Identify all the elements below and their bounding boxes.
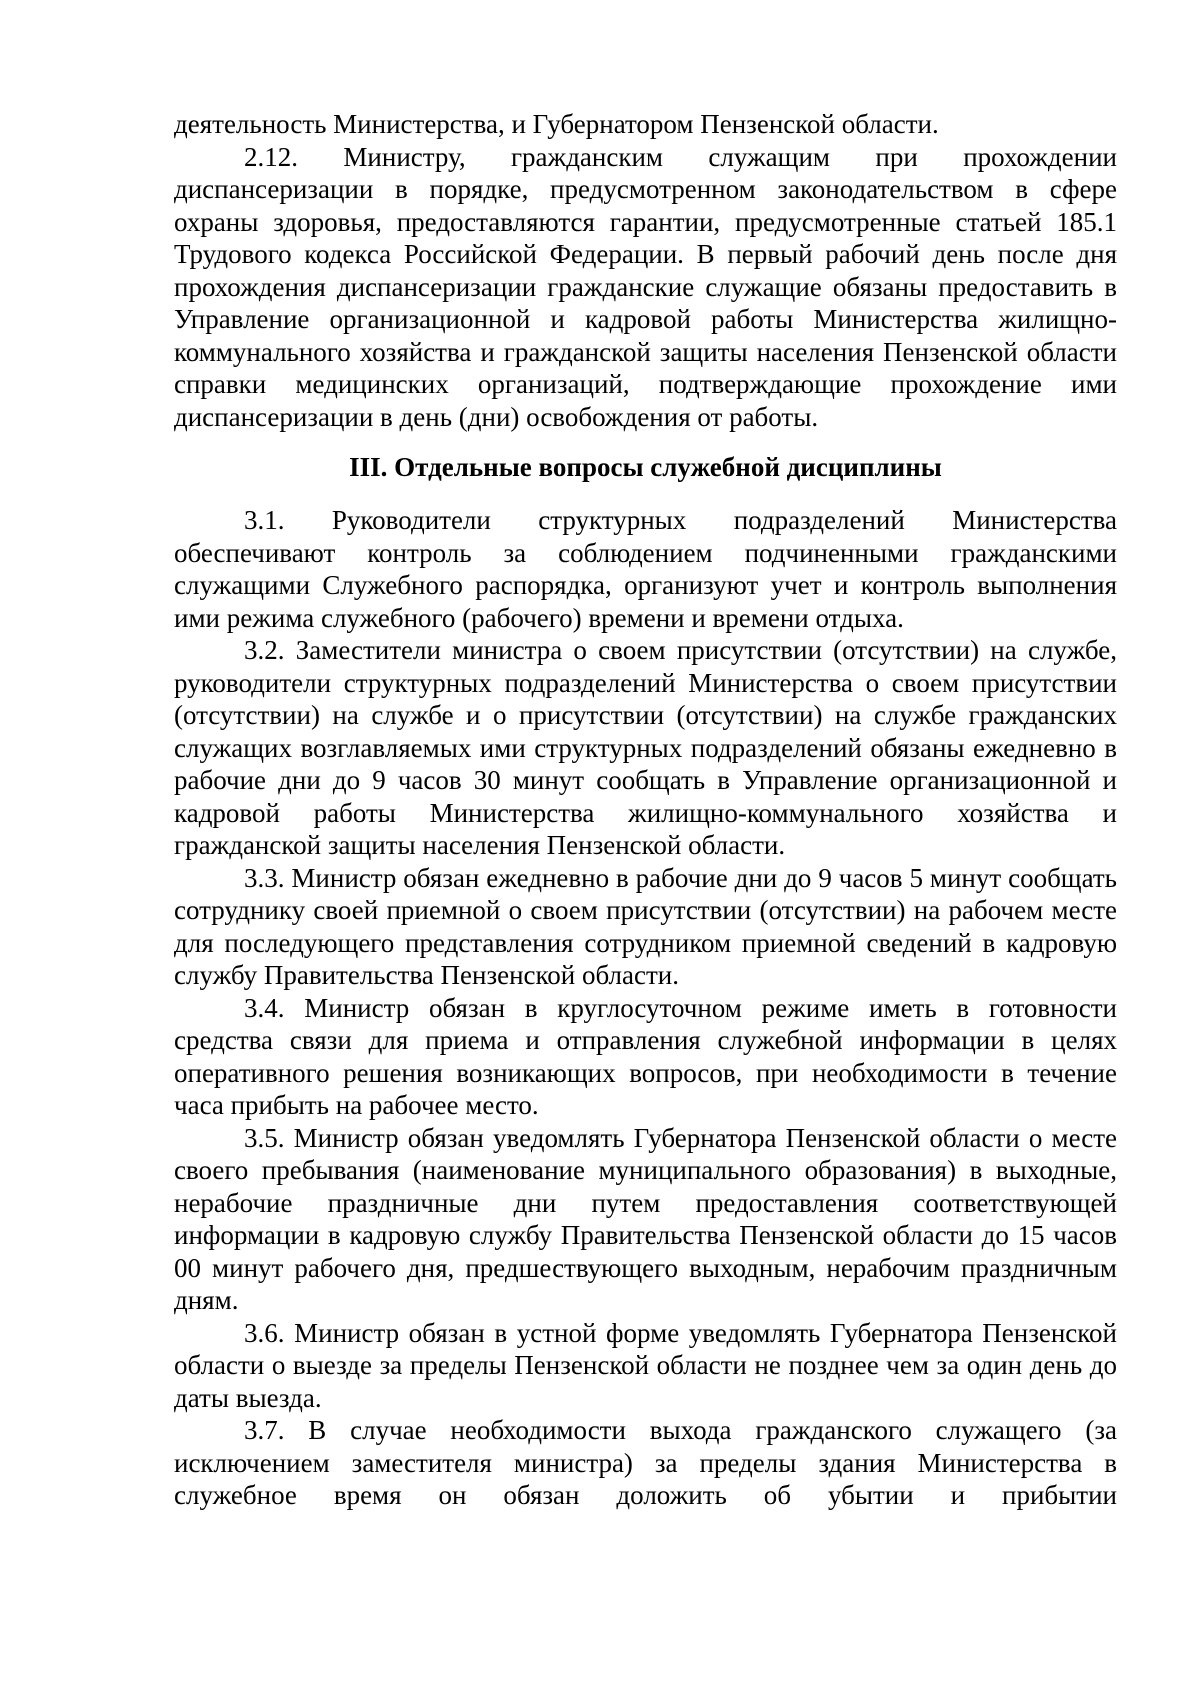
paragraph-3-1: 3.1. Руководители структурных подразделений Министерства обеспечивают контроль за соблюдением подчиненными гражданскими служащими Служебного распорядка, организуют учет и контроль выполнения ими режима служебного (рабочего) времени и времени отдыха. <box>174 505 1117 633</box>
paragraph-continuation: деятельность Министерства, и Губернатором Пензенской области. <box>174 109 939 139</box>
paragraph-3-7: 3.7. В случае необходимости выхода гражданского служащего (за исключением заместителя министра) за пределы здания Министерства в служебное время он обязан доложить об убытии и прибытии <box>174 1415 1117 1510</box>
paragraph-3-3: 3.3. Министр обязан ежедневно в рабочие дни до 9 часов 5 минут сообщать сотруднику своей приемной о своем присутствии (отсутствии) на рабочем месте для последующего представления сотрудником приемной сведений в кадровую службу Правительства Пензенской области. <box>174 862 1117 990</box>
paragraph-3-4: 3.4. Министр обязан в круглосуточном режиме иметь в готовности средства связи для приема и отправления служебной информации в целях оперативного решения возникающих вопросов, при необходимости в течение часа прибыть на рабочее место. <box>174 992 1117 1120</box>
paragraph-3-2: 3.2. Заместители министра о своем присутствии (отсутствии) на службе, руководители структурных подразделений Министерства о своем присутствии (отсутствии) на службе и о присутствии (отсутствии) на службе гражданских служащих возглавляемых ими структурных подразделений обязаны ежедневно в рабочие дни до 9 часов 30 минут сообщать в Управление организационной и кадровой работы Министерства жилищно-коммунального хозяйства и гражданской защиты населения Пензенской области. <box>174 635 1117 860</box>
paragraph-2-12: 2.12. Министру, гражданским служащим при прохождении диспансеризации в порядке, предусмотренном законодательством в сфере охраны здоровья, предоставляются гарантии, предусмотренные статьей 185.1 Трудового кодекса Российской Федерации. В первый рабочий день после дня прохождения диспансеризации гражданские служащие обязаны предоставить в Управление организационной и кадровой работы Министерства жилищно-коммунального хозяйства и гражданской защиты населения Пензенской области справки медицинских организаций, подтверждающие прохождение ими диспансеризации в день (дни) освобождения от работы. <box>174 141 1117 432</box>
paragraph-3-5: 3.5. Министр обязан уведомлять Губернатора Пензенской области о месте своего пребывания (наименование муниципального образования) в выходные, нерабочие праздничные дни путем предоставления соответствующей информации в кадровую службу Правительства Пензенской области до 15 часов 00 минут рабочего дня, предшествующего выходным, нерабочим праздничным дням. <box>174 1122 1117 1315</box>
document-page <box>174 108 1117 1512</box>
paragraph-3-6: 3.6. Министр обязан в устной форме уведомлять Губернатора Пензенской области о выезде за пределы Пензенской области не позднее чем за один день до даты выезда. <box>174 1317 1117 1413</box>
section-heading: III. Отдельные вопросы служебной дисциплины <box>349 452 942 482</box>
